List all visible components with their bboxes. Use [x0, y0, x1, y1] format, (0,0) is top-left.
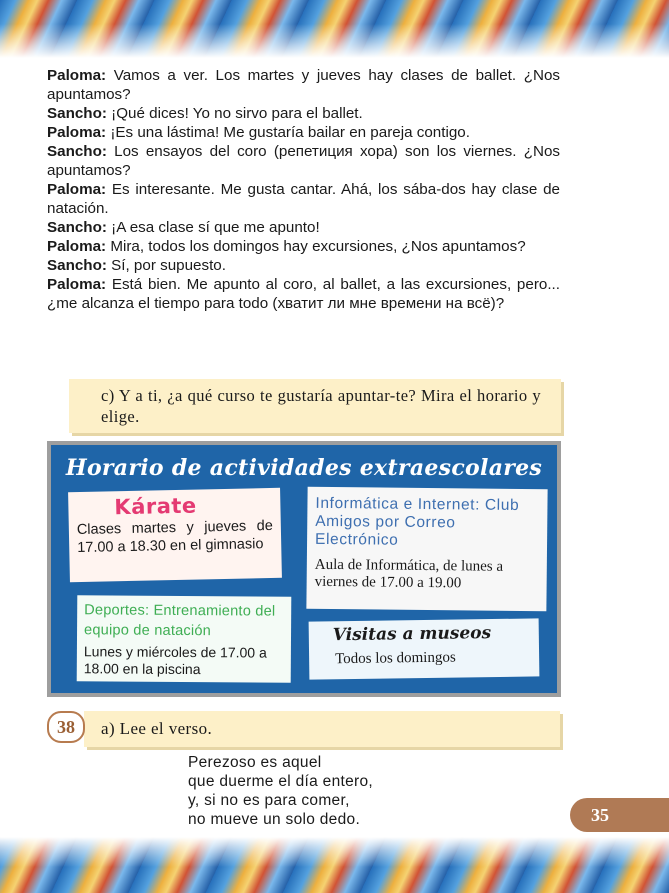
informatica-card — [306, 487, 547, 612]
informatica-title: Informática e Internet: Club Amigos por Correo Electrónico — [315, 494, 520, 549]
dialogue-line — [47, 123, 560, 142]
task-c-box — [69, 379, 561, 433]
page-number: 35 — [591, 805, 609, 825]
dialogue-line — [47, 218, 560, 237]
speaker-name: Sancho: — [47, 143, 107, 160]
speaker-name: Paloma: — [47, 181, 107, 198]
speech: Vamos a ver. Los martes y jueves hay clases de ballet. ¿Nos apuntamos? — [47, 67, 560, 103]
museos-details: Todos los domingos — [335, 649, 456, 668]
informatica-details: Aula de Informática, de lunes a viernes de 17.00 a 19.00 — [314, 556, 504, 592]
speech: Los ensayos del coro (репетиция хора) son los viernes. ¿Nos apuntamos? — [47, 143, 560, 179]
top-decorative-banner — [0, 0, 669, 58]
exercise-instruction-bar — [84, 711, 560, 747]
deportes-card — [77, 595, 292, 682]
speaker-name: Paloma: — [47, 238, 107, 255]
speech: ¡Qué dices! Yo no sirvo para el ballet. — [106, 105, 363, 122]
poem-line: Perezoso es aquel — [188, 754, 322, 771]
speech: ¡Es una lástima! Me gustaría bailar en pareja contigo. — [106, 124, 470, 141]
karate-card — [68, 488, 282, 582]
poem — [188, 753, 373, 829]
speaker-name: Paloma: — [47, 124, 107, 141]
dialogue-line — [47, 275, 560, 313]
dialogue-line — [47, 237, 560, 256]
speech: Es interesante. Me gusta cantar. Ahá, los sába-dos hay clase de natación. — [47, 181, 560, 217]
speech: Está bien. Me apunto al coro, al ballet, a las excursiones, pero... ¿me alcanza el tiempo para todo (хватит ли мне времени на всё)? — [47, 276, 560, 312]
dialogue-line — [47, 142, 560, 180]
deportes-title: Deportes: Entrenamiento del equipo de natación — [84, 602, 276, 639]
exercise-number-badge: 38 — [47, 711, 85, 743]
deportes-details: Lunes y miércoles de 17.00 a 18.00 en la piscina — [83, 643, 267, 678]
speaker-name: Sancho: — [47, 257, 107, 274]
task-c-text: c) Y a ti, ¿a qué curso te gustaría apuntar-te? Mira el horario y elige. — [101, 386, 541, 426]
dialogue-line — [47, 66, 560, 104]
bottom-decorative-banner — [0, 837, 669, 893]
activity-schedule — [47, 441, 561, 697]
karate-title: Kárate — [114, 493, 197, 520]
poem-line: que duerme el día entero, — [188, 773, 374, 790]
poem-line: no mueve un solo dedo. — [188, 811, 361, 828]
speaker-name: Paloma: — [47, 276, 107, 293]
schedule-title: Horario de actividades extraescolares — [65, 455, 543, 481]
page-number-tab — [570, 798, 669, 832]
dialogue-line — [47, 256, 560, 275]
poem-line: y, si no es para comer, — [188, 792, 350, 809]
speaker-name: Paloma: — [47, 67, 107, 84]
speech: Mira, todos los domingos hay excursiones, ¿Nos apuntamos? — [106, 238, 526, 255]
museos-title: Visitas a museos — [332, 623, 492, 646]
dialogue-text — [47, 66, 560, 313]
speech: Sí, por supuesto. — [106, 257, 226, 274]
karate-details: Clases martes y jueves de 17.00 a 18.30 en el gimnasio — [76, 517, 273, 557]
dialogue-line — [47, 180, 560, 218]
speaker-name: Sancho: — [47, 105, 107, 122]
museos-card — [309, 618, 540, 679]
dialogue-line — [47, 104, 560, 123]
speech: ¡A esa clase sí que me apunto! — [106, 219, 320, 236]
exercise-instruction: a) Lee el verso. — [101, 719, 213, 738]
speaker-name: Sancho: — [47, 219, 107, 236]
